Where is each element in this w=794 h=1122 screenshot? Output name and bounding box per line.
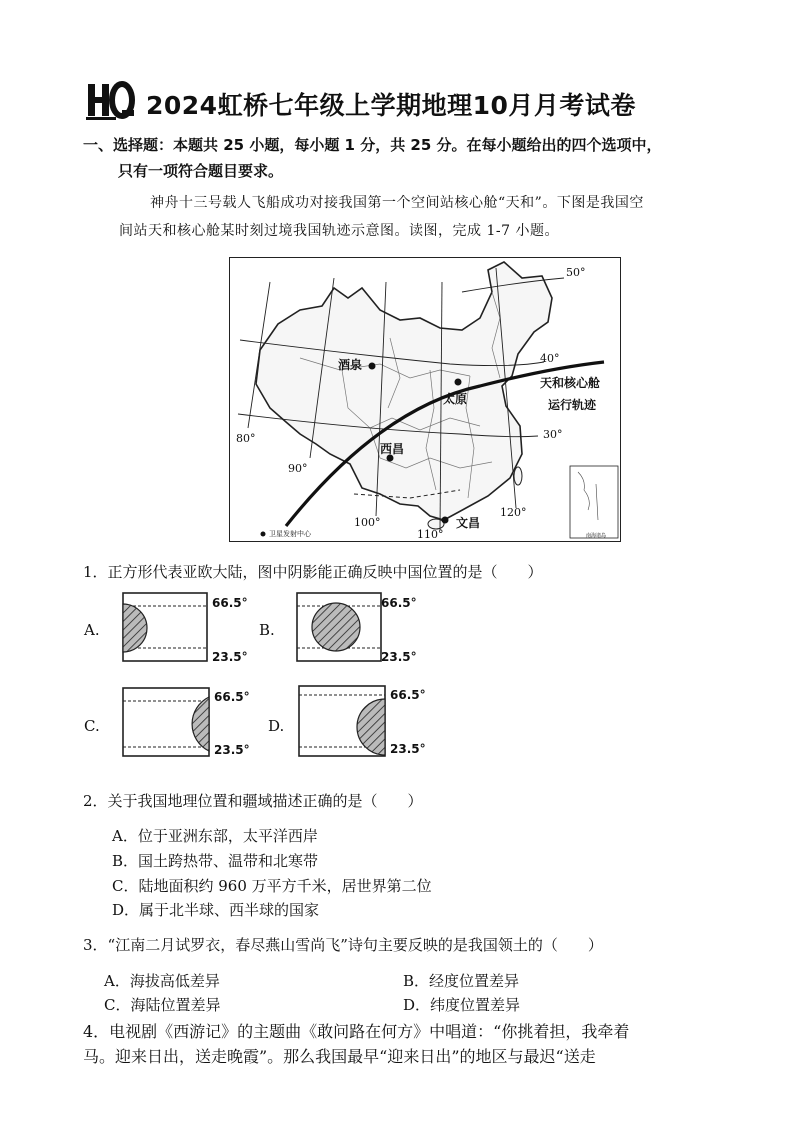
q2-option-d: D．属于北半球、西半球的国家: [112, 901, 320, 919]
wenchang-dot: [442, 517, 449, 524]
lat-label-50: 50°: [566, 266, 586, 279]
jiuquan-dot: [369, 363, 376, 370]
q4-line1: 4．电视剧《西游记》的主题曲《敢问路在何方》中唱道：“你挑着担，我牵着: [83, 1022, 630, 1041]
q1-c-lat-top: 66.5°: [214, 690, 250, 704]
q2-option-a: A．位于亚洲东部，太平洋西岸: [112, 827, 318, 845]
taiwan-island: [514, 467, 522, 485]
lon-label-120: 120°: [500, 506, 527, 519]
q3-option-c: C．海陆位置差异: [104, 996, 221, 1014]
city-wenchang: 文昌: [456, 516, 481, 530]
q3-option-b: B．经度位置差异: [403, 972, 520, 990]
q1-d-lat-top: 66.5°: [390, 688, 426, 702]
q1-d-lat-bottom: 23.5°: [390, 742, 426, 756]
city-xichang: 西昌: [380, 442, 405, 456]
lon-label-90: 90°: [288, 462, 308, 475]
taiyuan-dot: [455, 379, 462, 386]
q2-stem: 2．关于我国地理位置和疆域描述正确的是（ ）: [83, 792, 423, 810]
q2-option-b: B．国土跨热带、温带和北寒带: [112, 852, 319, 870]
lon-label-80: 80°: [236, 432, 256, 445]
hq-logo: [86, 80, 136, 122]
orbit-label-1: 天和核心舱: [540, 376, 601, 390]
inset-label: 南海诸岛: [586, 533, 607, 539]
intro-line2: 间站天和核心舱某时刻过境我国轨迹示意图。读图，完成 1-7 小题。: [119, 223, 559, 239]
china-orbit-map: [229, 257, 621, 542]
q3-stem: 3．“江南二月试罗衣，春尽燕山雪尚飞”诗句主要反映的是我国领土的（ ）: [83, 936, 603, 954]
map-legend: 卫星发射中心: [269, 530, 311, 538]
south-sea-inset: [570, 466, 618, 538]
lon-label-100: 100°: [354, 516, 381, 529]
q1-option-a-diagram: [120, 590, 210, 664]
lat-label-30: 30°: [543, 428, 563, 441]
q1-c-lat-bottom: 23.5°: [214, 743, 250, 757]
q1-option-d-diagram: [296, 683, 388, 759]
q1-b-lat-bottom: 23.5°: [381, 650, 417, 664]
q1-a-lat-bottom: 23.5°: [212, 650, 248, 664]
q1-option-d-label: D.: [268, 717, 285, 735]
china-outline: [256, 262, 552, 520]
intro-line1: 神舟十三号载人飞船成功对接我国第一个空间站核心舱“天和”。下图是我国空: [150, 195, 644, 211]
q1-stem: 1．正方形代表亚欧大陆，图中阴影能正确反映中国位置的是（ ）: [83, 563, 543, 581]
q3-option-a: A．海拔高低差异: [104, 972, 220, 990]
orbit-label-2: 运行轨迹: [548, 398, 597, 412]
q1-a-lat-top: 66.5°: [212, 596, 248, 610]
page-title: 2024虹桥七年级上学期地理10月月考试卷: [146, 91, 636, 120]
section-heading-line1: 一、选择题：本题共 25 小题，每小题 1 分，共 25 分。在每小题给出的四个选项中，: [83, 136, 662, 154]
city-taiyuan: 太原: [443, 392, 468, 406]
q1-option-b-diagram: [294, 590, 384, 664]
q1-option-a-label: A.: [84, 621, 100, 639]
q1-b-lat-top: 66.5°: [381, 596, 417, 610]
q3-option-d: D．纬度位置差异: [403, 996, 521, 1014]
lat-label-40: 40°: [540, 352, 560, 365]
lon-label-110: 110°: [417, 528, 444, 541]
q2-option-c: C．陆地面积约 960 万平方千米，居世界第二位: [112, 877, 432, 895]
q1-option-c-label: C.: [84, 717, 100, 735]
q1-option-c-diagram: [120, 685, 212, 759]
section-heading-line2: 只有一项符合题目要求。: [118, 162, 284, 180]
city-jiuquan: 酒泉: [338, 358, 363, 372]
q4-line2: 马。迎来日出，送走晚霞”。那么我国最早“迎来日出”的地区与最迟“送走: [83, 1047, 596, 1066]
q1-option-b-label: B.: [259, 621, 275, 639]
